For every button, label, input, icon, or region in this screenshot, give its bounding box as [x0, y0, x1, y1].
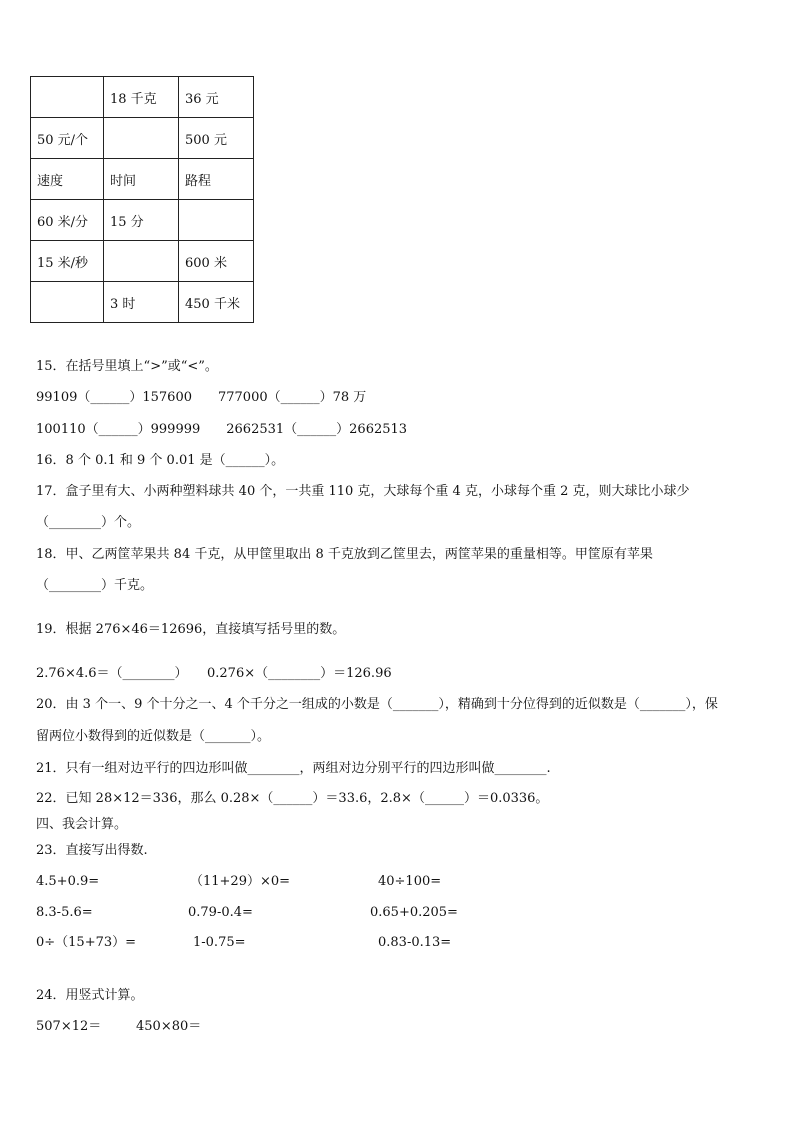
table-row: [31, 118, 254, 159]
table-cell: 时间: [104, 159, 179, 200]
table-cell: 500 元: [179, 118, 254, 159]
section-4-heading: 四、我会计算。: [36, 817, 128, 832]
table-cell: 36 元: [179, 77, 254, 118]
question-22: 22．已知 28×12＝336，那么 0.28×（______）＝33.6，2.8×（______）＝0.0336。: [36, 791, 549, 806]
question-19: 19．根据 276×46＝12696，直接填写括号里的数。: [36, 622, 346, 637]
calc-item: 0.79-0.4=: [188, 905, 253, 920]
question-20-line-b: 留两位小数得到的近似数是（_______）。: [36, 729, 271, 744]
table-cell: [104, 118, 179, 159]
table-cell: 路程: [179, 159, 254, 200]
question-20-line-a: 20．由 3 个一、9 个十分之一、4 个千分之一组成的小数是（_______），精确到十分位得到的近似数是（_______），保: [36, 697, 718, 712]
question-23: 23．直接写出得数.: [36, 843, 148, 858]
calc-item: 40÷100=: [378, 874, 442, 889]
table-cell: [31, 77, 104, 118]
table-cell: [179, 200, 254, 241]
data-table: [30, 76, 254, 323]
calc-item: （11+29）×0=: [190, 874, 291, 889]
table-cell: 15 米/秒: [31, 241, 104, 282]
question-19-line-a: 2.76×4.6＝（________） 0.276×（________）＝126.96: [36, 666, 392, 681]
question-16: 16．8 个 0.1 和 9 个 0.01 是（______）。: [36, 453, 285, 468]
table-cell: 3 时: [104, 282, 179, 323]
table-row: [31, 241, 254, 282]
table-cell: 50 元/个: [31, 118, 104, 159]
calc-item: 507×12＝: [36, 1019, 102, 1034]
calc-item: 0.65+0.205=: [370, 905, 458, 920]
table-cell: 60 米/分: [31, 200, 104, 241]
question-15-line-a: 99109（______）157600 777000（______）78 万: [36, 390, 367, 405]
question-17-line-b: （________）个。: [36, 515, 141, 530]
table-row: [31, 77, 254, 118]
question-15-line-b: 100110（______）999999 2662531（______）2662513: [36, 422, 408, 437]
table-cell: 18 千克: [104, 77, 179, 118]
question-18-line-b: （________）千克。: [36, 578, 154, 593]
table-cell: [31, 282, 104, 323]
table-cell: 速度: [31, 159, 104, 200]
calc-item: 8.3-5.6=: [36, 905, 93, 920]
table-row: [31, 159, 254, 200]
calc-item: 0÷（15+73）=: [36, 935, 137, 950]
calc-item: 450×80＝: [136, 1019, 202, 1034]
calc-item: 0.83-0.13=: [378, 935, 452, 950]
table-row: [31, 200, 254, 241]
question-21: 21．只有一组对边平行的四边形叫做________，两组对边分别平行的四边形叫做________.: [36, 761, 551, 776]
table-row: [31, 282, 254, 323]
question-15: 15．在括号里填上“>”或“<”。: [36, 359, 218, 374]
question-17-line-a: 17．盒子里有大、小两种塑料球共 40 个，一共重 110 克，大球每个重 4 克，小球每个重 2 克，则大球比小球少: [36, 484, 690, 499]
question-18-line-a: 18．甲、乙两筐苹果共 84 千克，从甲筐里取出 8 千克放到乙筐里去，两筐苹果的重量相等。甲筐原有苹果: [36, 547, 653, 562]
table-cell: 15 分: [104, 200, 179, 241]
question-24: 24．用竖式计算。: [36, 988, 144, 1003]
table-cell: 450 千米: [179, 282, 254, 323]
table-cell: [104, 241, 179, 282]
table-cell: 600 米: [179, 241, 254, 282]
calc-item: 1-0.75=: [193, 935, 246, 950]
calc-item: 4.5+0.9=: [36, 874, 100, 889]
